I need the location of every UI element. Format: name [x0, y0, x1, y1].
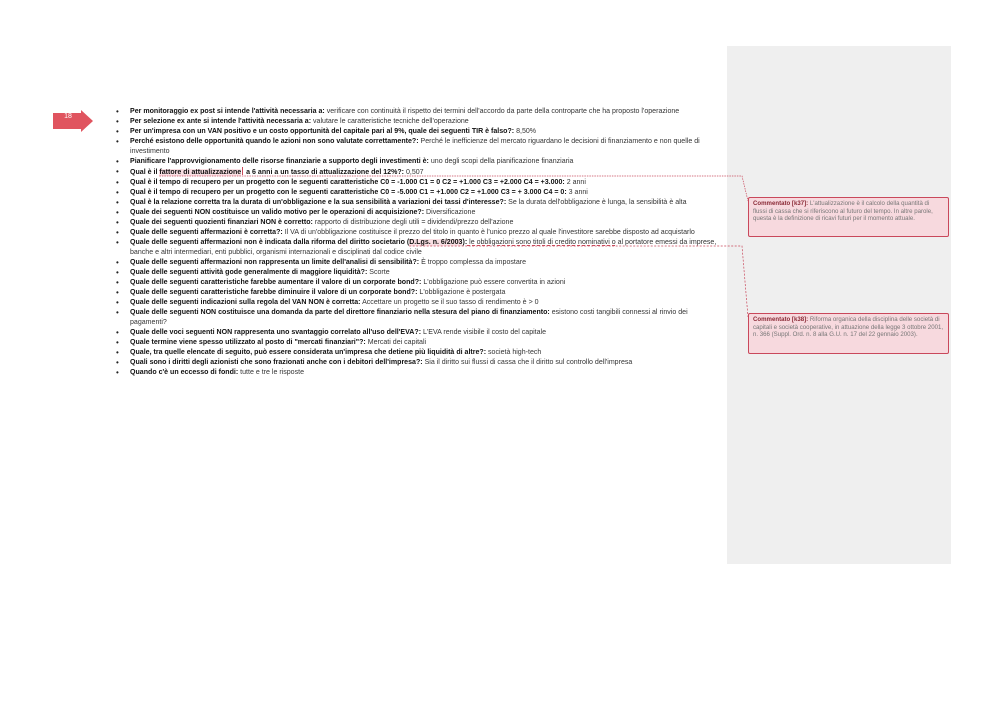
answer-text: 2 anni — [564, 179, 586, 186]
question-text: Pianificare l'approvvigionamento delle risorse finanziarie a supporto degli investimenti è: — [130, 158, 429, 165]
list-item — [115, 157, 723, 167]
list-item — [115, 167, 723, 178]
comment-label: Commentato [k38]: — [753, 316, 809, 323]
list-item — [115, 228, 723, 238]
question-text: Qual è il tempo di recupero per un progetto con le seguenti caratteristiche C0 = -1.000 C1 = 0 C2 = +1.000 C3 = +2.000 C4 = +3.000: — [130, 179, 565, 186]
comments-margin-pane — [727, 46, 951, 564]
list-item — [115, 298, 723, 308]
question-text: Quale delle seguenti affermazioni è corretta?: — [130, 229, 283, 236]
list-item — [115, 288, 723, 298]
list-item — [115, 268, 723, 278]
question-list — [115, 107, 723, 378]
list-item — [115, 137, 723, 157]
list-item — [115, 238, 723, 258]
answer-text: rapporto di distribuzione degli utili = dividendi/prezzo dell'azione — [312, 219, 514, 226]
question-text: Quale dei seguenti NON costituisce un valido motivo per le operazioni di acquisizione?: — [130, 209, 425, 216]
list-item — [115, 127, 723, 137]
answer-text: 0,507 — [404, 169, 424, 176]
question-text: Qual è la relazione corretta tra la durata di un'obbligazione e la sua sensibilità a variazioni dei tassi d'interesse?: — [130, 199, 507, 206]
comment-label: Commentato [k37]: — [753, 200, 809, 207]
page-number-marker — [53, 110, 93, 130]
list-item — [115, 278, 723, 288]
question-text: Quale delle seguenti NON costituisce una domanda da parte del direttore finanziario nella stesura del piano di finanziamento: — [130, 309, 550, 316]
question-text: Perché esistono delle opportunità quando le azioni non sono valutate correttamente?: — [130, 138, 419, 145]
answer-text: uno degli scopi della pianificazione finanziaria — [428, 158, 574, 165]
question-text: Quale delle seguenti caratteristiche farebbe diminuire il valore di un corporate bond?: — [130, 289, 418, 296]
list-item — [115, 258, 723, 268]
answer-text: Diversificazione — [424, 209, 476, 216]
question-text: Quando c'è un eccesso di fondi: — [130, 369, 239, 376]
question-text: Quale dei seguenti quozienti finanziari NON è corretto: — [130, 219, 313, 226]
answer-text: tutte e tre le risposte — [238, 369, 304, 376]
question-text: Quale delle seguenti affermazioni non è indicata dalla riforma del diritto societario (D.Lgs. n. 6/2003): — [130, 239, 468, 246]
list-item — [115, 308, 723, 328]
answer-text: L'obbligazione può essere convertita in azioni — [421, 279, 566, 286]
answer-text: al portatore emessi da imprese, banche e altri intermediari, enti pubblici, organismi internazionali e disciplinati dal codice civile — [130, 239, 717, 256]
list-item — [115, 218, 723, 228]
list-item — [115, 117, 723, 127]
question-text: Quale termine viene spesso utilizzato al posto di "mercati finanziari"?: — [130, 339, 366, 346]
answer-text: Accettare un progetto se il suo tasso di rendimento è > 0 — [360, 299, 539, 306]
answer-text: Sia il diritto sui flussi di cassa che il diritto sul controllo dell'impresa — [422, 359, 633, 366]
answer-text: Scorte — [367, 269, 390, 276]
answer-text: Il VA di un'obbligazione costituisce il prezzo del titolo in quanto è l'unico prezzo al quale l'investitore sarebbe disposto ad acquistarlo — [282, 229, 695, 236]
question-text: Quale delle seguenti attività gode generalmente di maggiore liquidità?: — [130, 269, 368, 276]
question-text: Per monitoraggio ex post si intende l'attività necessaria a: — [130, 108, 325, 115]
answer-text: Mercati dei capitali — [365, 339, 427, 346]
answer-text: Perché le inefficienze del mercato riguardano le decisioni di finanziamento e non quelle di investimento — [130, 138, 700, 155]
list-item — [115, 107, 723, 117]
comment-k38[interactable] — [748, 313, 949, 354]
comment-k37[interactable] — [748, 197, 949, 237]
answer-text: 8,50% — [514, 128, 537, 135]
comment-highlight-k38[interactable]: D.Lgs. n. 6/2003 — [409, 239, 463, 246]
comment-text: Riforma organica della disciplina delle società di capitali e società cooperative, in attuazione della legge 3 ottobre 2001, n. 366 (Suppl. Ord. n. 8 alla G.U. n. 17 del 22 gennaio 2003). — [753, 316, 944, 339]
list-item — [115, 348, 723, 358]
question-text: Quale delle seguenti affermazioni non rappresenta un limite dell'analisi di sensibilità?: — [130, 259, 420, 266]
question-text: Qual è il tempo di recupero per un progetto con le seguenti caratteristiche C0 = -5.000 C1 = +1.000 C2 = +1.000 C3 = + 3.000 C4 = 0: — [130, 189, 567, 196]
answer-text: 3 anni — [566, 189, 588, 196]
list-item — [115, 198, 723, 208]
question-text: Qual è il fattore di attualizzazione a 6 anni a un tasso di attualizzazione del 12%?: — [130, 169, 404, 176]
question-text: Quali sono i diritti degli azionisti che sono frazionati anche con i debitori dell'impresa?: — [130, 359, 423, 366]
question-text: Quale delle voci seguenti NON rappresenta uno svantaggio correlato all'uso dell'EVA?: — [130, 329, 422, 336]
list-item — [115, 328, 723, 338]
question-text: Quale delle seguenti indicazioni sulla regola del VAN NON è corretta: — [130, 299, 361, 306]
answer-text: L'obbligazione è postergata — [417, 289, 506, 296]
answer-text: L'EVA rende visibile il costo del capitale — [421, 329, 547, 336]
comment-highlight-k37[interactable]: fattore di attualizzazione — [159, 169, 242, 176]
list-item — [115, 188, 723, 198]
list-item — [115, 358, 723, 368]
question-text: Per un'impresa con un VAN positivo e un costo opportunità del capitale pari al 9%, quale dei seguenti TIR è falso?: — [130, 128, 515, 135]
comment-text: L'attualizzazione è il calcolo della quantità di flussi di cassa che si riferiscono al futuro del tempo. In altre parole, questa è la definizione di ricavi futuri per il momento attuale. — [753, 200, 933, 223]
page-number: 18 — [64, 113, 72, 120]
answer-text-underlined: le obbligazioni sono titoli di credito nominativi o — [467, 239, 616, 246]
answer-text: Se la durata dell'obbligazione è lunga, la sensibilità è alta — [506, 199, 687, 206]
question-text: Quale, tra quelle elencate di seguito, può essere considerata un'impresa che detiene più liquidità di altre?: — [130, 349, 487, 356]
answer-text: È troppo complessa da impostare — [419, 259, 527, 266]
list-item — [115, 178, 723, 188]
list-item — [115, 208, 723, 218]
question-text: Quale delle seguenti caratteristiche farebbe aumentare il valore di un corporate bond?: — [130, 279, 422, 286]
answer-text: valutare le caratteristiche tecniche dell'operazione — [311, 118, 469, 125]
question-text: Per selezione ex ante si intende l'attività necessaria a: — [130, 118, 312, 125]
list-item — [115, 368, 723, 378]
answer-text: società high-tech — [486, 349, 542, 356]
answer-text: esistono costi tangibili connessi al rinvio dei pagamenti? — [130, 309, 688, 326]
answer-text: verificare con continuità il rispetto dei termini dell'accordo da parte della controparte che ha proposto l'operazione — [324, 108, 680, 115]
list-item — [115, 338, 723, 348]
